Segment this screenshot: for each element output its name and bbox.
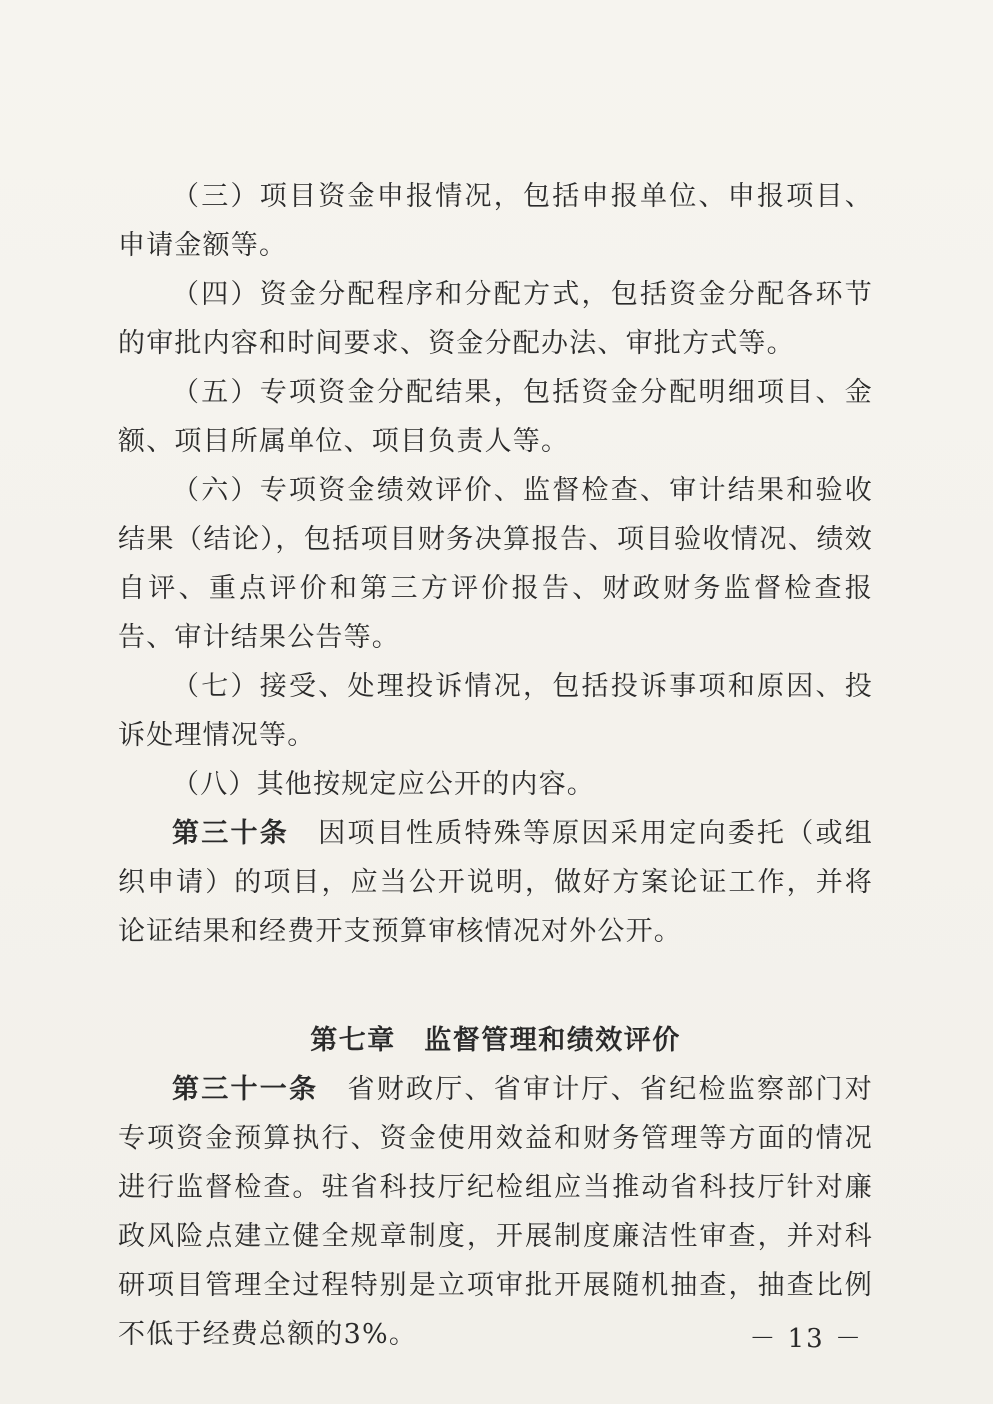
paragraph-item-6: （六）专项资金绩效评价、监督检查、审计结果和验收结果（结论），包括项目财务决算报告、项目验收情况、绩效自评、重点评价和第三方评价报告、财政财务监督检查报告、审计结果公告等。 [118, 475, 873, 653]
article-30-label: 第三十条 [172, 818, 290, 849]
article-31-text: 省财政厅、省审计厅、省纪检监察部门对专项资金预算执行、资金使用效益和财务管理等方面的情况进行监督检查。驻省科技厅纪检组应当推动省科技厅针对廉政风险点建立健全规章制度，开展制度廉洁性审查，并对科研项目管理全过程特别是立项审批开展随机抽查，抽查比例不低于经费总额的3%。 [118, 1074, 874, 1350]
chapter-heading: 第七章 监督管理和绩效评价 [310, 1025, 681, 1056]
article-31 [118, 1065, 873, 1359]
page-number: － 13 － [749, 1324, 863, 1354]
paragraph-item-3: （三）项目资金申报情况，包括申报单位、申报项目、申请金额等。 [118, 181, 873, 261]
paragraph-item-7: （七）接受、处理投诉情况，包括投诉事项和原因、投诉处理情况等。 [118, 671, 873, 751]
article-30 [118, 809, 873, 956]
article-31-label: 第三十一条 [172, 1074, 319, 1105]
paragraph-item-8: （八）其他按规定应公开的内容。 [172, 769, 595, 800]
paragraph-item-5: （五）专项资金分配结果，包括资金分配明细项目、金额、项目所属单位、项目负责人等。 [118, 377, 873, 457]
article-30-text: 因项目性质特殊等原因采用定向委托（或组织申请）的项目，应当公开说明，做好方案论证工作，并将论证结果和经费开支预算审核情况对外公开。 [118, 818, 873, 947]
document-body [118, 172, 873, 1359]
paragraph-item-4: （四）资金分配程序和分配方式，包括资金分配各环节的审批内容和时间要求、资金分配办法、审批方式等。 [118, 279, 873, 359]
